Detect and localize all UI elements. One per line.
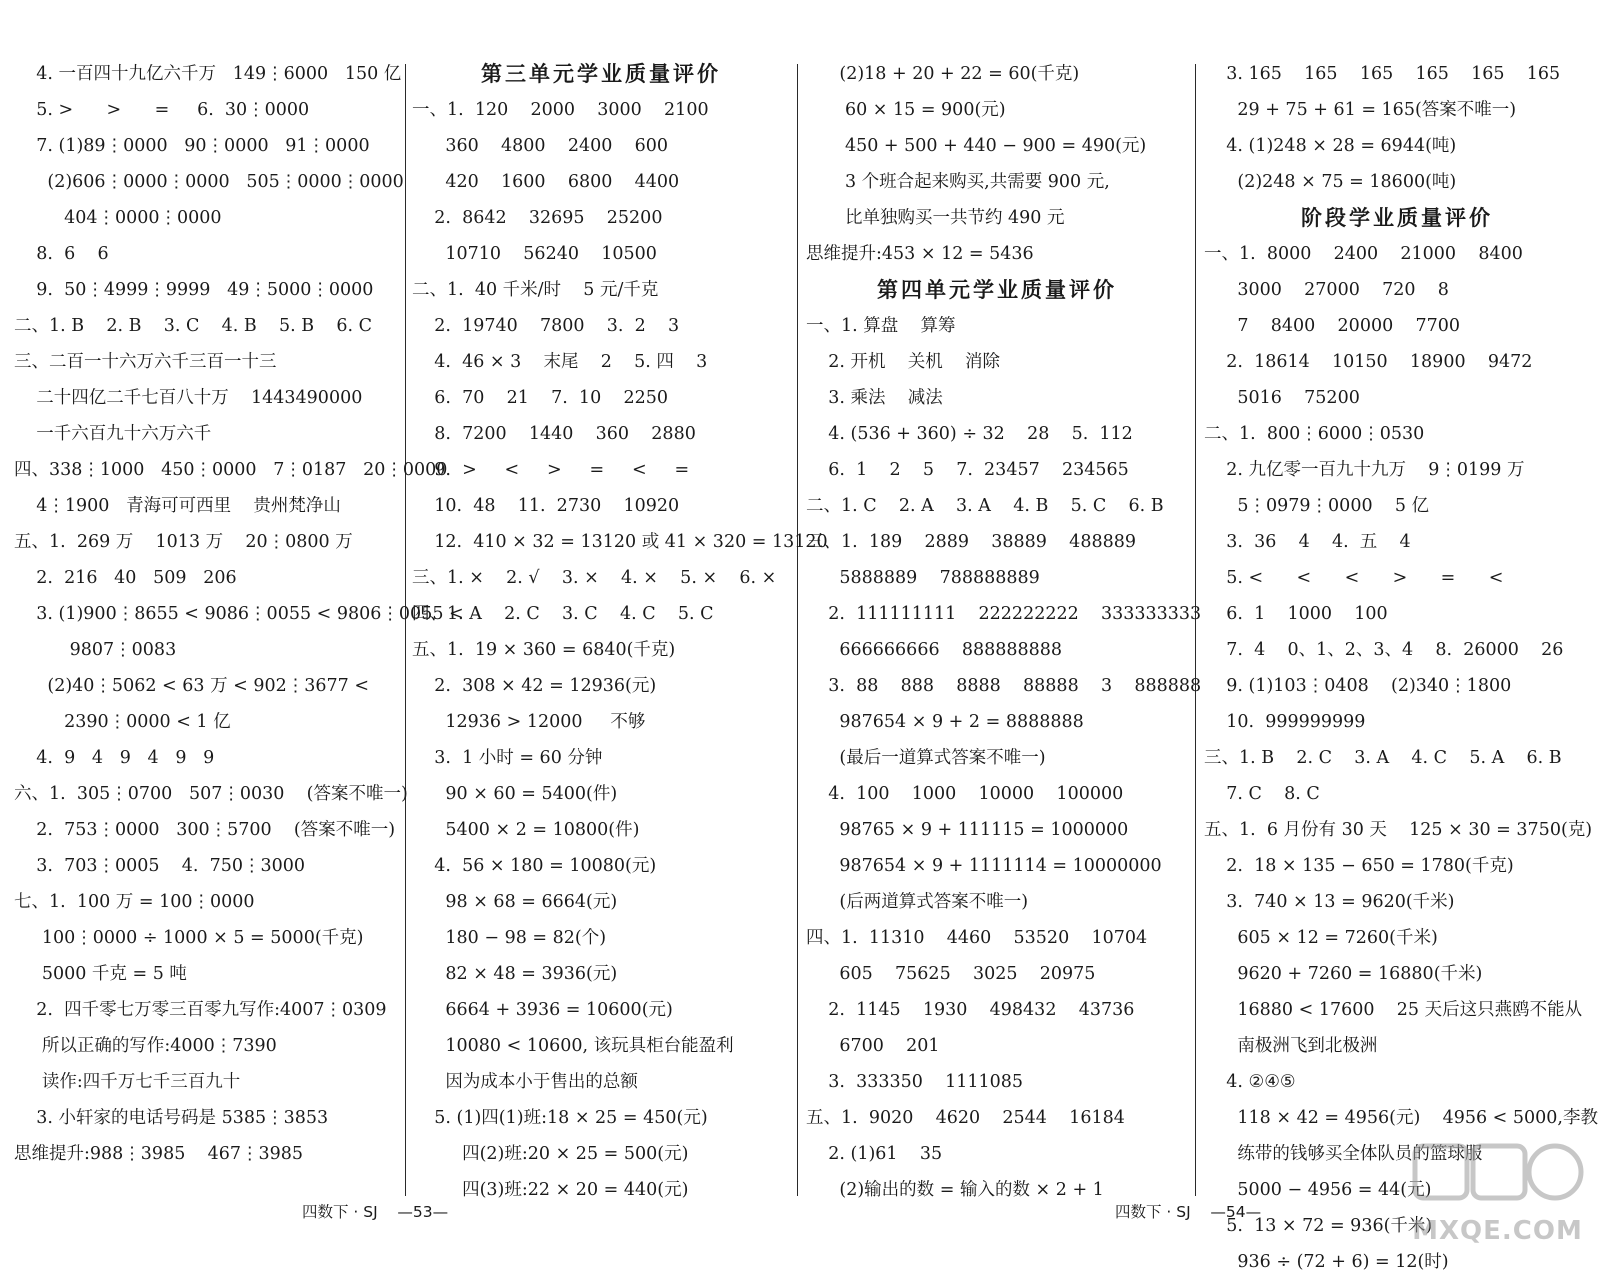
answer-line: (2)248 × 75 = 18600(吨) — [1204, 172, 1457, 192]
answer-column-2 — [412, 56, 828, 1208]
answer-line: 2. 19740 7800 3. 2 3 — [412, 316, 680, 336]
answer-column-1 — [14, 56, 464, 1172]
answer-line: 29 + 75 + 61 = 165(答案不唯一) — [1204, 100, 1517, 120]
answer-line: 四、1. A 2. C 3. C 4. C 5. C — [412, 604, 714, 624]
watermark-text: MXQE.COM — [1412, 1216, 1583, 1246]
answer-line: 一、1. 8000 2400 21000 8400 — [1204, 244, 1523, 264]
answer-line: 60 × 15 = 900(元) — [806, 100, 1006, 120]
answer-line: 3. 333350 1111085 — [806, 1072, 1024, 1092]
answer-line: 3. (1)900⋮8655 < 9086⋮0055 < 9806⋮0055 < — [14, 604, 464, 624]
answer-line: 4. 46 × 3 末尾 2 5. 四 3 — [412, 352, 708, 372]
answer-line: 一、1. 算盘 算筹 — [806, 316, 956, 336]
answer-line: 98 × 68 = 6664(元) — [412, 892, 618, 912]
answer-line: 2390⋮0000 < 1 亿 — [14, 712, 231, 732]
answer-line: 三、1. × 2. √ 3. × 4. × 5. × 6. × — [412, 568, 777, 588]
answer-line: (2)606⋮0000⋮0000 505⋮0000⋮0000 — [14, 172, 404, 192]
answer-line: 3. 1 小时 = 60 分钟 — [412, 748, 603, 768]
answer-line: 12. 410 × 32 = 13120 或 41 × 320 = 13120 — [412, 532, 828, 552]
answer-line: 比单独购买一共节约 490 元 — [806, 208, 1065, 228]
answer-line: 90 × 60 = 5400(件) — [412, 784, 618, 804]
answer-line: 3. 740 × 13 = 9620(千米) — [1204, 892, 1455, 912]
answer-line: 5. 13 × 72 = 936(千米) — [1204, 1216, 1433, 1236]
answer-line: 二十四亿二千七百八十万 1443490000 — [14, 388, 363, 408]
answer-line: 10080 < 10600, 该玩具柜台能盈利 — [412, 1036, 734, 1056]
answer-line: 605 75625 3025 20975 — [806, 964, 1096, 984]
answer-line: 12936 > 12000 不够 — [412, 712, 646, 732]
answer-line: 5000 − 4956 = 44(元) — [1204, 1180, 1432, 1200]
answer-line: 100⋮0000 ÷ 1000 × 5 = 5000(千克) — [14, 928, 364, 948]
answer-line: (后两道算式答案不唯一) — [806, 892, 1029, 912]
answer-line: 3. 88 888 8888 88888 3 888888 — [806, 676, 1202, 696]
answer-line: 六、1. 305⋮0700 507⋮0030 (答案不唯一) — [14, 784, 408, 804]
answer-line: 360 4800 2400 600 — [412, 136, 669, 156]
answer-line: 666666666 888888888 — [806, 640, 1063, 660]
answer-line: 5016 75200 — [1204, 388, 1360, 408]
answer-line: (2)输出的数 = 输入的数 × 2 + 1 — [806, 1180, 1104, 1200]
answer-line: 三、1. 189 2889 38889 488889 — [806, 532, 1136, 552]
answer-line: 所以正确的写作:4000⋮7390 — [14, 1036, 277, 1056]
answer-line: 因为成本小于售出的总额 — [412, 1072, 638, 1092]
answer-line: 3. 703⋮0005 4. 750⋮3000 — [14, 856, 306, 876]
answer-line: 7. (1)89⋮0000 90⋮0000 91⋮0000 — [14, 136, 370, 156]
answer-line: 6700 201 — [806, 1036, 940, 1056]
answer-line: 四(3)班:22 × 20 = 440(元) — [412, 1180, 689, 1200]
answer-line: 10710 56240 10500 — [412, 244, 657, 264]
answer-line: 98765 × 9 + 111115 = 1000000 — [806, 820, 1129, 840]
answer-line: 一千六百九十六万六千 — [14, 424, 212, 444]
answer-line: 3. 乘法 减法 — [806, 388, 943, 408]
answer-line: 9. > < > = < = — [412, 460, 690, 480]
answer-line: 思维提升:453 × 12 = 5436 — [806, 244, 1034, 264]
answer-line: 2. 四千零七万零三百零九写作:4007⋮0309 — [14, 1000, 387, 1020]
answer-line: 16880 < 17600 25 天后这只燕鸥不能从 — [1204, 1000, 1583, 1020]
answer-line: 七、1. 100 万 = 100⋮0000 — [14, 892, 255, 912]
answer-line: 四、1. 11310 4460 53520 10704 — [806, 928, 1148, 948]
answer-line: 6. 1 1000 100 — [1204, 604, 1388, 624]
answer-line: 2. 1145 1930 498432 43736 — [806, 1000, 1135, 1020]
answer-line: 四(2)班:20 × 25 = 500(元) — [412, 1144, 689, 1164]
answer-line: 9620 + 7260 = 16880(千米) — [1204, 964, 1483, 984]
answer-line: 2. 开机 关机 消除 — [806, 352, 1001, 372]
answer-line: 4. 一百四十九亿六千万 149⋮6000 150 亿 — [14, 64, 402, 84]
page-footer-left: 四数下 · SJ —53— — [302, 1203, 449, 1221]
answer-line: 2. 8642 32695 25200 — [412, 208, 663, 228]
answer-line: 10. 48 11. 2730 10920 — [412, 496, 680, 516]
answer-line: 82 × 48 = 3936(元) — [412, 964, 618, 984]
answer-line: 450 + 500 + 440 − 900 = 490(元) — [806, 136, 1147, 156]
answer-column-4 — [1204, 56, 1598, 1280]
watermark-icon — [1405, 1140, 1590, 1220]
section-heading: 第四单元学业质量评价 — [877, 278, 1117, 302]
answer-line: 8. 6 6 — [14, 244, 109, 264]
answer-line: 四、338⋮1000 450⋮0000 7⋮0187 20⋮0000 — [14, 460, 448, 480]
section-heading: 第三单元学业质量评价 — [481, 62, 721, 86]
answer-line: 2. 753⋮0000 300⋮5700 (答案不唯一) — [14, 820, 396, 840]
answer-line: 605 × 12 = 7260(千米) — [1204, 928, 1438, 948]
answer-line: 4. ②④⑤ — [1204, 1072, 1296, 1092]
answer-line: 五、1. 6 月份有 30 天 125 × 30 = 3750(克) — [1204, 820, 1593, 840]
answer-line: 二、1. 800⋮6000⋮0530 — [1204, 424, 1425, 444]
answer-line: 118 × 42 = 4956(元) 4956 < 5000,李教 — [1204, 1108, 1598, 1128]
answer-line: 2. (1)61 35 — [806, 1144, 943, 1164]
answer-line: 三、二百一十六万六千三百一十三 — [14, 352, 277, 372]
answer-line: 5888889 788888889 — [806, 568, 1040, 588]
answer-line: 3. 165 165 165 165 165 165 — [1204, 64, 1561, 84]
answer-line: 二、1. 40 千米/时 5 元/千克 — [412, 280, 659, 300]
answer-line: 10. 999999999 — [1204, 712, 1366, 732]
answer-line: 练带的钱够买全体队员的篮球服 — [1204, 1144, 1483, 1164]
answer-line: 3000 27000 720 8 — [1204, 280, 1449, 300]
answer-line: 5. (1)四(1)班:18 × 25 = 450(元) — [412, 1108, 708, 1128]
answer-line: 2. 九亿零一百九十九万 9⋮0199 万 — [1204, 460, 1525, 480]
answer-line: 2. 308 × 42 = 12936(元) — [412, 676, 657, 696]
answer-line: 7 8400 20000 7700 — [1204, 316, 1461, 336]
answer-line: (2)40⋮5062 < 63 万 < 902⋮3677 < — [14, 676, 370, 696]
answer-line: 4. (1)248 × 28 = 6944(吨) — [1204, 136, 1457, 156]
answer-column-3 — [806, 56, 1202, 1208]
answer-line: 6. 1 2 5 7. 23457 234565 — [806, 460, 1129, 480]
answer-line: 一、1. 120 2000 3000 2100 — [412, 100, 709, 120]
column-divider — [1195, 64, 1196, 1196]
watermark-logo — [1405, 1140, 1590, 1250]
answer-line: 987654 × 9 + 2 = 8888888 — [806, 712, 1084, 732]
answer-line: 南极洲飞到北极洲 — [1204, 1036, 1378, 1056]
answer-line: 987654 × 9 + 1111114 = 10000000 — [806, 856, 1162, 876]
answer-line: 读作:四千万七千三百九十 — [14, 1072, 241, 1092]
answer-line: 三、1. B 2. C 3. A 4. C 5. A 6. B — [1204, 748, 1562, 768]
answer-line: 4. (536 + 360) ÷ 32 28 5. 112 — [806, 424, 1133, 444]
answer-line: 936 ÷ (72 + 6) = 12(时) — [1204, 1252, 1449, 1272]
answer-line: 二、1. C 2. A 3. A 4. B 5. C 6. B — [806, 496, 1164, 516]
answer-line: 2. 111111111 222222222 333333333 — [806, 604, 1202, 624]
answer-line: (2)18 + 20 + 22 = 60(千克) — [806, 64, 1080, 84]
answer-line: 2. 18 × 135 − 650 = 1780(千克) — [1204, 856, 1514, 876]
answer-line: 4. 56 × 180 = 10080(元) — [412, 856, 657, 876]
answer-line: 2. 18614 10150 18900 9472 — [1204, 352, 1533, 372]
answer-line: 9. (1)103⋮0408 (2)340⋮1800 — [1204, 676, 1512, 696]
section-heading: 阶段学业质量评价 — [1301, 206, 1493, 230]
answer-line: 180 − 98 = 82(个) — [412, 928, 607, 948]
answer-line: 3. 小轩家的电话号码是 5385⋮3853 — [14, 1108, 329, 1128]
answer-line: 4. 9 4 9 4 9 9 — [14, 748, 215, 768]
answer-line: 6664 + 3936 = 10600(元) — [412, 1000, 673, 1020]
answer-line: 6. 70 21 7. 10 2250 — [412, 388, 668, 408]
answer-line: 五、1. 9020 4620 2544 16184 — [806, 1108, 1125, 1128]
answer-line: 2. 216 40 509 206 — [14, 568, 237, 588]
answer-line: 4. 100 1000 10000 100000 — [806, 784, 1124, 804]
answer-line: 思维提升:988⋮3985 467⋮3985 — [14, 1144, 304, 1164]
answer-line: 4⋮1900 青海可可西里 贵州梵净山 — [14, 496, 341, 516]
answer-line: 5. < < < > = < — [1204, 568, 1504, 588]
answer-line: 3. 36 4 4. 五 4 — [1204, 532, 1411, 552]
answer-line: 9807⋮0083 — [14, 640, 177, 660]
answer-line: (最后一道算式答案不唯一) — [806, 748, 1046, 768]
answer-line: 7. 4 0、1、2、3、4 8. 26000 26 — [1204, 640, 1564, 660]
answer-line: 8. 7200 1440 360 2880 — [412, 424, 696, 444]
answer-line: 五、1. 269 万 1013 万 20⋮0800 万 — [14, 532, 353, 552]
answer-line: 五、1. 19 × 360 = 6840(千克) — [412, 640, 676, 660]
answer-line: 5000 千克 = 5 吨 — [14, 964, 187, 984]
answer-line: 3 个班合起来购买,共需要 900 元, — [806, 172, 1110, 192]
answer-line: 404⋮0000⋮0000 — [14, 208, 222, 228]
answer-line: 5. > > = 6. 30⋮0000 — [14, 100, 310, 120]
column-divider — [405, 64, 406, 1196]
answer-line: 7. C 8. C — [1204, 784, 1320, 804]
answer-line: 9. 50⋮4999⋮9999 49⋮5000⋮0000 — [14, 280, 374, 300]
answer-line: 二、1. B 2. B 3. C 4. B 5. B 6. C — [14, 316, 373, 336]
answer-line: 420 1600 6800 4400 — [412, 172, 680, 192]
column-divider — [797, 64, 798, 1196]
page-footer-right: 四数下 · SJ —54— — [1115, 1203, 1262, 1221]
answer-line: 5⋮0979⋮0000 5 亿 — [1204, 496, 1430, 516]
answer-line: 5400 × 2 = 10800(件) — [412, 820, 640, 840]
